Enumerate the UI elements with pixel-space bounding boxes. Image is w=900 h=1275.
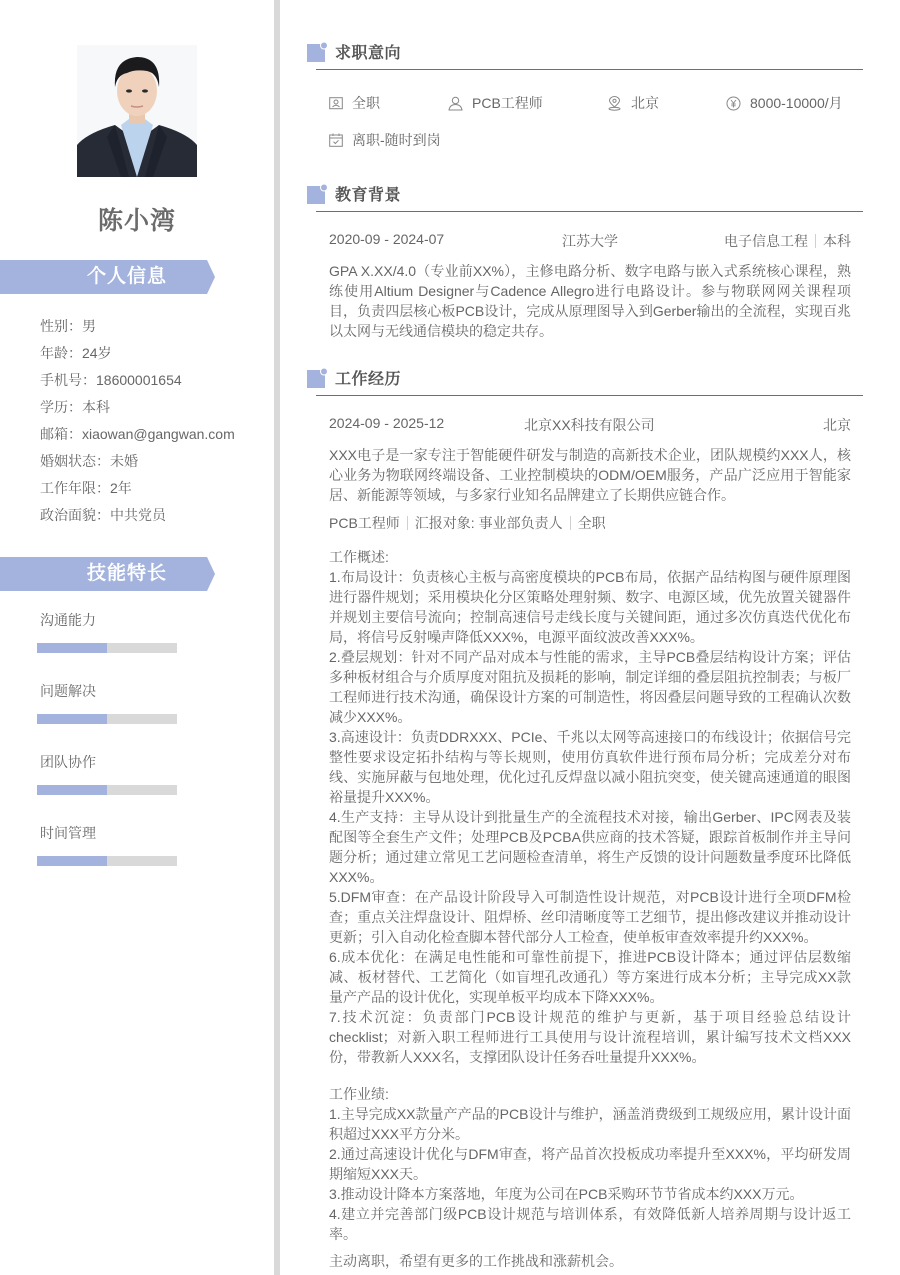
skill-label: 团队协作 [40,754,96,770]
intent-salary [726,93,843,113]
overview-item: 2.叠层规划：针对不同产品对成本与性能的需求，主导PCB叠层结构设计方案；评估多种板材组合与介质厚度对阻抗及损耗的影响，制定详细的叠层阻抗控制表；与板厂工程师进行技术沟通，确保设计方案的可制造性，将因叠层问题导致的工程确认次数减少XXX%。 [329,649,851,725]
education-school: 江苏大学 [562,233,618,249]
role-title: PCB工程师 [329,515,400,531]
section-rule [316,69,863,70]
experience-period: 2024-09 - 2025-12 [329,415,445,431]
overview-item: 6.成本优化：在满足电性能和可靠性前提下，推进PCB设计降本；通过评估层数缩减、板材替代、工艺简化（如盲埋孔改通孔）等方案进行成本分析；主导完成XX款量产产品的设计优化，实现单板平均成本下降XXX%。 [329,949,851,1005]
experience-city: 北京 [823,417,851,433]
info-political-status: 政治面貌：中共党员 [40,507,166,523]
achievement-item: 1.主导完成XX款量产产品的PCB设计与维护，涵盖消费级到工规级应用，累计设计面积超过XXX平方分米。 [329,1106,851,1142]
separator [407,516,408,530]
role-job-type: 全职 [577,515,606,531]
education-major: 电子信息工程 [724,233,808,249]
section-rule [316,211,863,212]
overview-item: 3.高速设计：负责DDRXXX、PCIe、千兆以太网等高速接口的布线设计；依据信号完整性要求设定拓扑结构与等长规则，使用仿真软件进行预布局分析；完成差分对布线、实施屏蔽与包地处理，优化过孔反焊盘以减小阻抗突变，使关键高速通道的眼图裕量提升XXX%。 [329,729,851,805]
skill-item [37,608,177,679]
sidebar-divider [274,0,280,1275]
info-work-years: 工作年限：2年 [40,480,132,496]
yuan-coin-icon [726,96,741,111]
section-rule [316,395,863,396]
info-email: 邮箱：xiaowan@gangwan.com [40,426,235,442]
education-period: 2020-09 - 2024-07 [329,231,445,247]
skill-progress-fill [37,643,107,653]
skill-progress-bar [37,643,177,653]
id-card-icon [329,96,343,110]
job-intent-row-2 [329,130,851,150]
job-intent-title: 求职意向 [335,45,402,62]
calendar-check-icon [329,133,343,147]
separator [570,516,571,530]
intent-salary-text: 8000-10000/月 [750,95,843,111]
candidate-name: 陈小湾 [97,207,176,235]
experience-row [329,415,851,435]
intent-job-type [329,93,380,113]
education-degree: 本科 [823,233,851,249]
skill-item [37,750,177,821]
personal-info-header [0,260,215,294]
skill-item [37,679,177,750]
education-header [307,179,863,215]
skill-progress-fill [37,714,107,724]
sidebar [0,0,274,1275]
skills-list [37,608,177,892]
company-intro: XXX电子是一家专注于智能硬件研发与制造的高新技术企业，团队规模约XXX人，核心业务为物联网终端设备、工业控制模块的ODM/OEM服务，产品广泛应用于智能家居、新能源等领域，与多家行业知名品牌建立了长期供应链合作。 [329,447,851,503]
role-meta [329,513,606,533]
skill-progress-bar [37,714,177,724]
intent-position-text: PCB工程师 [472,95,543,111]
work-achievements-title: 工作业绩: [329,1086,389,1102]
achievement-item: 3.推动设计降本方案落地，年度为公司在PCB采购环节节省成本约XXX万元。 [329,1186,804,1202]
work-overview-title: 工作概述: [329,549,389,565]
skill-progress-fill [37,856,107,866]
section-bullet-icon [307,184,327,204]
section-bullet-icon [307,368,327,388]
profile-photo [77,45,197,177]
user-icon [448,96,463,111]
info-marital-status: 婚姻状态：未婚 [40,453,138,469]
info-phone: 手机号：18600001654 [40,372,182,388]
intent-position [448,93,543,113]
achievement-item: 2.通过高速设计优化与DFM审查，将产品首次投板成功率提升至XXX%，平均研发周期缩短XXX天。 [329,1146,851,1182]
skills-title: 技能特长 [86,563,167,584]
experience-title: 工作经历 [335,371,402,388]
skill-progress-bar [37,856,177,866]
skill-progress-fill [37,785,107,795]
info-age: 年龄：24岁 [40,345,112,361]
overview-item: 1.布局设计：负责核心主板与高密度模块的PCB布局，依据产品结构图与硬件原理图进行器件规划；采用模块化分区策略处理射频、数字、电源区域，优先放置关键器件并规划主要信号流向；控制高速信号走线长度与关键间距，通过多次仿真迭代优化布局，将信号反射噪声降低XXX%，电源平面纹波改善XXX%。 [329,569,851,645]
intent-job-type-text: 全职 [352,95,380,111]
skill-label: 沟通能力 [40,612,96,628]
skill-item [37,821,177,892]
portrait-image [77,45,197,177]
overview-item: 5.DFM审查：在产品设计阶段导入可制造性设计规范，对PCB设计进行全项DFM检查；重点关注焊盘设计、阻焊桥、丝印清晰度等工艺细节，提出修改建议并推动设计更新；引入自动化检查脚本替代部分人工检查，使单板审查效率提升约XXX%。 [329,889,851,945]
intent-availability [329,130,441,150]
info-education: 学历：本科 [40,399,110,415]
report-to: 汇报对象: 事业部负责人 [414,515,563,531]
intent-availability-text: 离职-随时到岗 [352,132,441,148]
work-overview [329,547,851,1067]
personal-info-list [40,313,235,529]
location-pin-icon [607,96,622,111]
info-gender: 性别：男 [40,318,96,334]
section-bullet-icon [307,42,327,62]
job-intent-row-1 [329,93,851,113]
experience-company: 北京XX科技有限公司 [524,417,655,433]
job-intent-header [307,37,863,73]
intent-city-text: 北京 [631,95,659,111]
achievement-item: 4.建立并完善部门级PCB设计规范与培训体系，有效降低新人培养周期与设计返工率。 [329,1206,851,1242]
separator [815,234,816,248]
leave-reason: 主动离职，希望有更多的工作挑战和涨薪机会。 [329,1253,623,1269]
skills-header [0,557,215,591]
overview-item: 7.技术沉淀：负责部门PCB设计规范的维护与更新，基于项目经验总结设计checklist；对新入职工程师进行工具使用与设计流程培训，累计编写技术文档XXX份，带教新人XXX名，支撑团队设计任务吞吐量提升XXX%。 [329,1009,851,1065]
education-major-degree [724,231,851,251]
personal-info-title: 个人信息 [86,266,167,287]
education-title: 教育背景 [335,187,402,204]
education-description: GPA X.XX/4.0（专业前XX%），主修电路分析、数字电路与嵌入式系统核心课程，熟练使用Altium Designer与Cadence Allegro进行电路设计。参与物联网网关课程项目，负责四层核心板PCB设计，完成从原理图导入到Gerber输出的全流程，实现百兆以太网与无线通信模块的稳定共存。 [329,263,851,339]
skill-label: 时间管理 [40,825,96,841]
work-achievements [329,1084,851,1244]
education-row [329,231,851,251]
skill-label: 问题解决 [40,683,96,699]
intent-city [607,93,659,113]
skill-progress-bar [37,785,177,795]
overview-item: 4.生产支持：主导从设计到批量生产的全流程技术对接，输出Gerber、IPC网表及装配图等全套生产文件；处理PCB及PCBA供应商的技术答疑，跟踪首板制作并主导问题分析；通过建立常见工艺问题检查清单，将生产反馈的设计问题数量季度环比降低XXX%。 [329,809,851,885]
experience-header [307,363,863,399]
